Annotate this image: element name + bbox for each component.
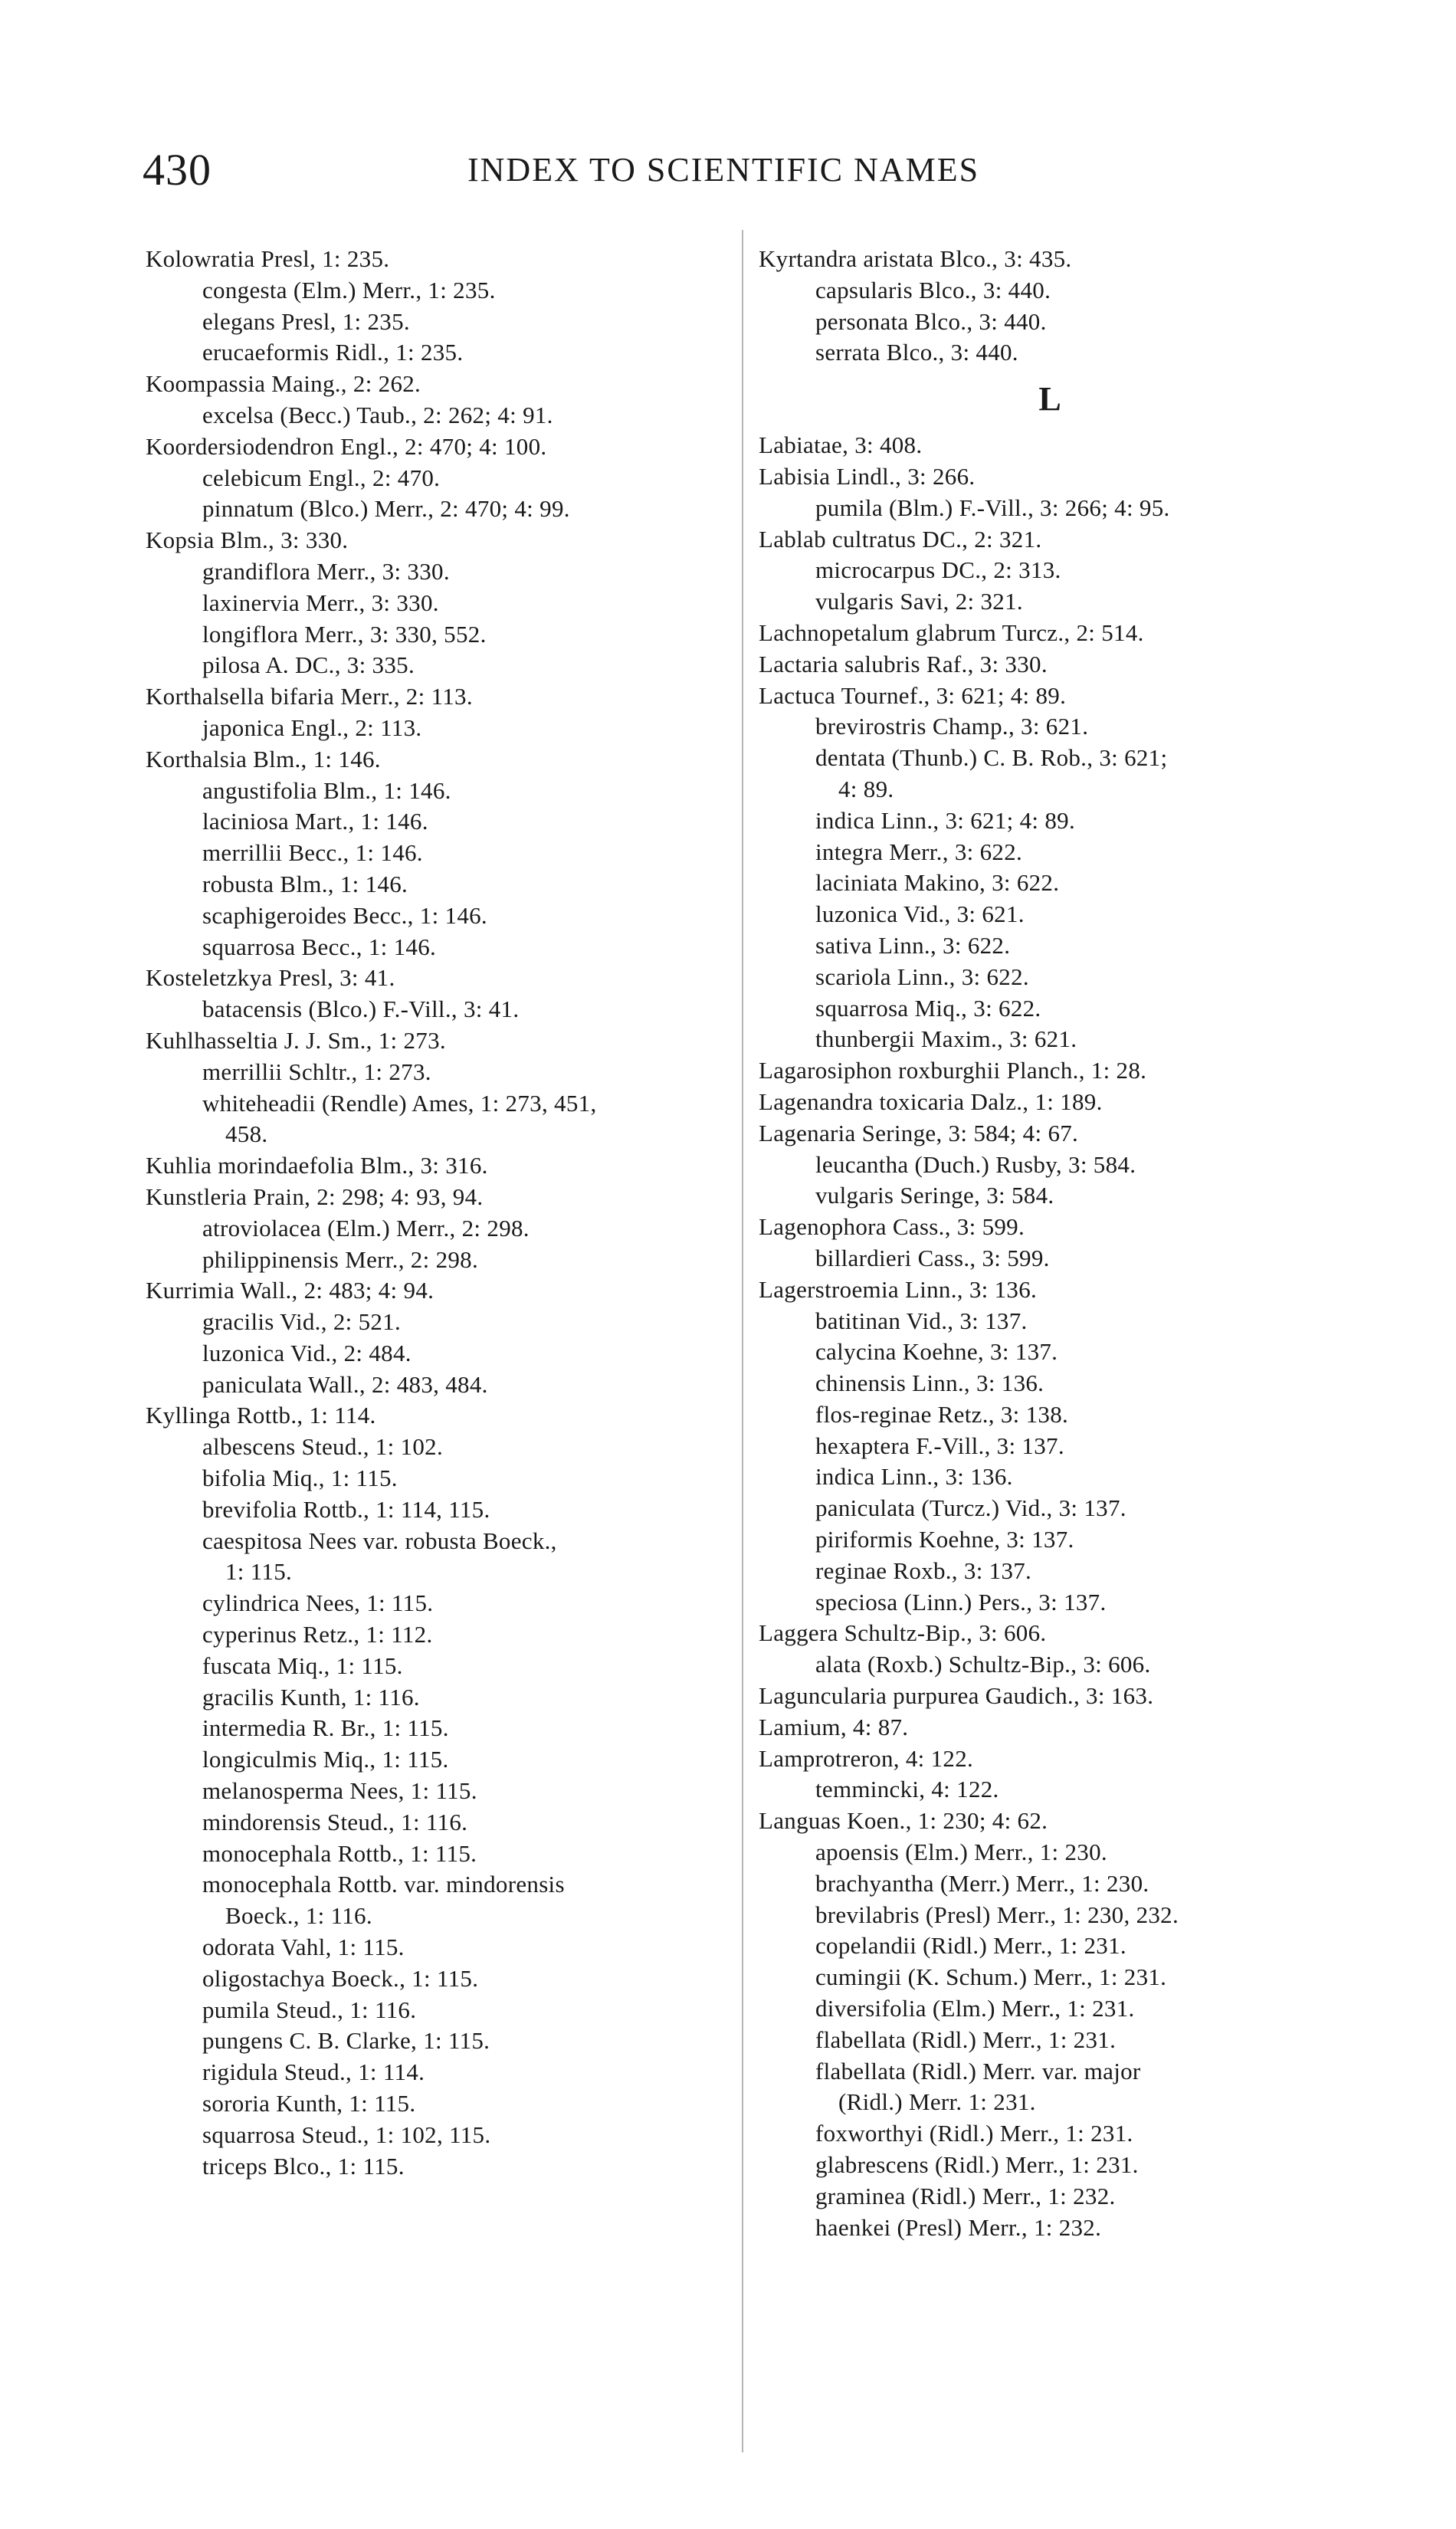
index-entry-species: intermedia R. Br., 1: 115. bbox=[202, 1714, 449, 1742]
index-entry-genus: Lactuca Tournef., 3: 621; 4: 89. bbox=[759, 681, 1067, 709]
index-entry-species: mindorensis Steud., 1: 116. bbox=[202, 1808, 468, 1835]
index-entry-species: bifolia Miq., 1: 115. bbox=[202, 1465, 398, 1492]
index-entry-genus: Lagarosiphon roxburghii Planch., 1: 28. bbox=[759, 1057, 1147, 1084]
index-entry-genus: Laguncularia purpurea Gaudich., 3: 163. bbox=[759, 1682, 1154, 1710]
index-entry-cont: Boeck., 1: 116. bbox=[225, 1902, 372, 1930]
index-entry-species: philippinensis Merr., 2: 298. bbox=[202, 1245, 479, 1273]
index-entry-species: vulgaris Seringe, 3: 584. bbox=[815, 1182, 1054, 1209]
index-entry-genus: Lachnopetalum glabrum Turcz., 2: 514. bbox=[759, 618, 1144, 646]
index-entry-cont: 458. bbox=[225, 1120, 268, 1148]
index-entry-genus: Korthalsella bifaria Merr., 2: 113. bbox=[146, 683, 473, 710]
index-entry-genus: Kuhlhasseltia J. J. Sm., 1: 273. bbox=[146, 1026, 446, 1054]
index-entry-species: paniculata Wall., 2: 483, 484. bbox=[202, 1370, 488, 1398]
index-entry-species: caespitosa Nees var. robusta Boeck., bbox=[202, 1527, 557, 1554]
index-entry-species: fuscata Miq., 1: 115. bbox=[202, 1652, 403, 1679]
index-entry-species: calycina Koehne, 3: 137. bbox=[815, 1338, 1058, 1366]
index-entry-species: pumila Steud., 1: 116. bbox=[202, 1996, 417, 2023]
index-entry-species: sativa Linn., 3: 622. bbox=[815, 931, 1011, 959]
index-entry-species: celebicum Engl., 2: 470. bbox=[202, 464, 441, 491]
index-entry-species: chinensis Linn., 3: 136. bbox=[815, 1369, 1044, 1397]
index-entry-species: melanosperma Nees, 1: 115. bbox=[202, 1777, 477, 1805]
index-entry-species: odorata Vahl, 1: 115. bbox=[202, 1934, 405, 1961]
index-entry-genus: Kunstleria Prain, 2: 298; 4: 93, 94. bbox=[146, 1182, 484, 1210]
index-entry-species: pungens C. B. Clarke, 1: 115. bbox=[202, 2027, 490, 2055]
column-divider bbox=[742, 230, 743, 2452]
index-entry-genus: Labisia Lindl., 3: 266. bbox=[759, 462, 976, 490]
index-entry-species: serrata Blco., 3: 440. bbox=[815, 339, 1018, 366]
index-entry-species: laciniosa Mart., 1: 146. bbox=[202, 808, 428, 835]
index-entry-species: merrillii Schltr., 1: 273. bbox=[202, 1058, 431, 1085]
index-entry-species: japonica Engl., 2: 113. bbox=[202, 713, 422, 741]
index-entry-species: luzonica Vid., 2: 484. bbox=[202, 1339, 412, 1366]
index-entry-species: grandiflora Merr., 3: 330. bbox=[202, 557, 450, 585]
right-column-top-entries bbox=[759, 244, 1341, 369]
index-entry-species: dentata (Thunb.) C. B. Rob., 3: 621; bbox=[815, 744, 1168, 772]
index-entry-species: temmincki, 4: 122. bbox=[815, 1776, 999, 1803]
index-entry-cont: (Ridl.) Merr. 1: 231. bbox=[838, 2088, 1036, 2116]
index-entry-species: leucantha (Duch.) Rusby, 3: 584. bbox=[815, 1150, 1136, 1178]
index-entry-genus: Kyrtandra aristata Blco., 3: 435. bbox=[759, 245, 1072, 272]
index-entry-species: brachyantha (Merr.) Merr., 1: 230. bbox=[815, 1869, 1149, 1897]
index-entry-genus: Lablab cultratus DC., 2: 321. bbox=[759, 525, 1042, 553]
index-entry-species: squarrosa Steud., 1: 102, 115. bbox=[202, 2121, 491, 2148]
index-entry-genus: Lamium, 4: 87. bbox=[759, 1713, 909, 1740]
index-entry-genus: Kolowratia Presl, 1: 235. bbox=[146, 245, 390, 272]
index-entry-genus: Koordersiodendron Engl., 2: 470; 4: 100. bbox=[146, 432, 547, 460]
index-entry-genus: Lamprotreron, 4: 122. bbox=[759, 1744, 974, 1772]
index-entry-species: albescens Steud., 1: 102. bbox=[202, 1433, 444, 1461]
index-entry-species: atroviolacea (Elm.) Merr., 2: 298. bbox=[202, 1214, 530, 1242]
index-entry-genus: Korthalsia Blm., 1: 146. bbox=[146, 745, 381, 772]
index-entry-species: elegans Presl, 1: 235. bbox=[202, 307, 410, 335]
index-entry-species: laxinervia Merr., 3: 330. bbox=[202, 589, 439, 616]
index-entry-species: brevifolia Rottb., 1: 114, 115. bbox=[202, 1495, 490, 1523]
index-entry-species: gracilis Vid., 2: 521. bbox=[202, 1308, 402, 1336]
index-entry-species: indica Linn., 3: 621; 4: 89. bbox=[815, 806, 1076, 834]
running-head: INDEX TO SCIENTIFIC NAMES bbox=[467, 151, 980, 189]
index-entry-genus: Lagenaria Seringe, 3: 584; 4: 67. bbox=[759, 1119, 1079, 1146]
index-entry-species: foxworthyi (Ridl.) Merr., 1: 231. bbox=[815, 2120, 1133, 2147]
index-entry-species: glabrescens (Ridl.) Merr., 1: 231. bbox=[815, 2151, 1139, 2179]
index-entry-species: brevilabris (Presl) Merr., 1: 230, 232. bbox=[815, 1901, 1179, 1928]
index-entry-genus: Kyllinga Rottb., 1: 114. bbox=[146, 1402, 376, 1429]
index-entry-species: scariola Linn., 3: 622. bbox=[815, 963, 1029, 990]
index-entry-genus: Kuhlia morindaefolia Blm., 3: 316. bbox=[146, 1152, 488, 1179]
index-entry-genus: Kopsia Blm., 3: 330. bbox=[146, 526, 349, 554]
index-entry-species: pilosa A. DC., 3: 335. bbox=[202, 651, 415, 679]
index-entry-species: pumila (Blm.) F.-Vill., 3: 266; 4: 95. bbox=[815, 494, 1170, 521]
index-entry-species: piriformis Koehne, 3: 137. bbox=[815, 1526, 1074, 1553]
index-entry-species: whiteheadii (Rendle) Ames, 1: 273, 451, bbox=[202, 1089, 597, 1117]
index-entry-species: thunbergii Maxim., 3: 621. bbox=[815, 1025, 1077, 1053]
index-entry-species: scaphigeroides Becc., 1: 146. bbox=[202, 901, 487, 929]
index-entry-species: microcarpus DC., 2: 313. bbox=[815, 556, 1061, 584]
index-entry-genus: Lactaria salubris Raf., 3: 330. bbox=[759, 650, 1048, 677]
index-entry-cont: 4: 89. bbox=[838, 775, 894, 802]
index-entry-genus: Languas Koen., 1: 230; 4: 62. bbox=[759, 1807, 1048, 1835]
index-entry-species: apoensis (Elm.) Merr., 1: 230. bbox=[815, 1839, 1107, 1866]
right-column bbox=[759, 244, 1341, 2243]
index-entry-species: copelandii (Ridl.) Merr., 1: 231. bbox=[815, 1932, 1126, 1960]
left-column bbox=[146, 244, 728, 2182]
index-entry-species: erucaeformis Ridl., 1: 235. bbox=[202, 339, 464, 366]
index-entry-species: pinnatum (Blco.) Merr., 2: 470; 4: 99. bbox=[202, 495, 570, 523]
index-entry-genus: Kurrimia Wall., 2: 483; 4: 94. bbox=[146, 1277, 435, 1304]
index-entry-species: batitinan Vid., 3: 137. bbox=[815, 1307, 1028, 1334]
index-entry-species: squarrosa Becc., 1: 146. bbox=[202, 933, 437, 960]
index-entry-genus: Lagenophora Cass., 3: 599. bbox=[759, 1213, 1025, 1241]
index-entry-species: longiflora Merr., 3: 330, 552. bbox=[202, 620, 487, 648]
index-entry-species: personata Blco., 3: 440. bbox=[815, 307, 1047, 335]
index-entry-species: vulgaris Savi, 2: 321. bbox=[815, 588, 1023, 615]
index-entry-species: hexaptera F.-Vill., 3: 137. bbox=[815, 1432, 1064, 1459]
index-entry-species: haenkei (Presl) Merr., 1: 232. bbox=[815, 2213, 1102, 2241]
index-entry-species: batacensis (Blco.) F.-Vill., 3: 41. bbox=[202, 996, 520, 1023]
index-entry-species: reginae Roxb., 3: 137. bbox=[815, 1556, 1032, 1584]
index-entry-species: sororia Kunth, 1: 115. bbox=[202, 2090, 416, 2117]
right-column-entries bbox=[759, 430, 1341, 2243]
index-entry-species: excelsa (Becc.) Taub., 2: 262; 4: 91. bbox=[202, 401, 553, 428]
index-entry-species: brevirostris Champ., 3: 621. bbox=[815, 713, 1089, 740]
index-entry-species: angustifolia Blm., 1: 146. bbox=[202, 776, 451, 804]
index-entry-species: laciniata Makino, 3: 622. bbox=[815, 869, 1060, 897]
index-entry-species: capsularis Blco., 3: 440. bbox=[815, 276, 1051, 303]
index-entry-species: merrillii Becc., 1: 146. bbox=[202, 839, 423, 867]
index-entry-species: triceps Blco., 1: 115. bbox=[202, 2152, 405, 2180]
index-entry-species: squarrosa Miq., 3: 622. bbox=[815, 994, 1041, 1022]
index-entry-species: paniculata (Turcz.) Vid., 3: 137. bbox=[815, 1494, 1126, 1522]
index-entry-species: rigidula Steud., 1: 114. bbox=[202, 2058, 425, 2086]
index-entry-species: longiculmis Miq., 1: 115. bbox=[202, 1746, 449, 1773]
page-number: 430 bbox=[143, 145, 212, 195]
index-entry-species: flos-reginae Retz., 3: 138. bbox=[815, 1400, 1069, 1428]
index-entry-genus: Lagerstroemia Linn., 3: 136. bbox=[759, 1275, 1038, 1303]
index-entry-species: monocephala Rottb. var. mindorensis bbox=[202, 1871, 565, 1898]
index-entry-genus: Laggera Schultz-Bip., 3: 606. bbox=[759, 1619, 1047, 1647]
index-entry-genus: Koompassia Maing., 2: 262. bbox=[146, 370, 421, 398]
index-entry-species: gracilis Kunth, 1: 116. bbox=[202, 1683, 420, 1711]
index-entry-species: graminea (Ridl.) Merr., 1: 232. bbox=[815, 2182, 1116, 2209]
index-entry-species: flabellata (Ridl.) Merr., 1: 231. bbox=[815, 2025, 1117, 2053]
letter-heading: L bbox=[1038, 380, 1061, 418]
index-entry-species: congesta (Elm.) Merr., 1: 235. bbox=[202, 276, 496, 303]
index-entry-species: cyperinus Retz., 1: 112. bbox=[202, 1621, 433, 1648]
index-entry-species: speciosa (Linn.) Pers., 3: 137. bbox=[815, 1588, 1107, 1615]
index-entry-genus: Labiatae, 3: 408. bbox=[759, 431, 923, 459]
index-entry-genus: Kosteletzkya Presl, 3: 41. bbox=[146, 964, 395, 992]
index-entry-species: indica Linn., 3: 136. bbox=[815, 1463, 1013, 1491]
index-entry-species: flabellata (Ridl.) Merr. var. major bbox=[815, 2057, 1141, 2085]
index-entry-species: integra Merr., 3: 622. bbox=[815, 838, 1023, 865]
index-entry-cont: 1: 115. bbox=[225, 1558, 293, 1586]
index-entry-species: robusta Blm., 1: 146. bbox=[202, 870, 408, 897]
index-entry-species: alata (Roxb.) Schultz-Bip., 3: 606. bbox=[815, 1651, 1151, 1678]
index-entry-species: billardieri Cass., 3: 599. bbox=[815, 1244, 1050, 1271]
index-entry-species: cumingii (K. Schum.) Merr., 1: 231. bbox=[815, 1963, 1167, 1991]
index-entry-species: cylindrica Nees, 1: 115. bbox=[202, 1589, 434, 1617]
index-entry-genus: Lagenandra toxicaria Dalz., 1: 189. bbox=[759, 1087, 1103, 1115]
index-entry-species: diversifolia (Elm.) Merr., 1: 231. bbox=[815, 1995, 1135, 2022]
index-entry-species: luzonica Vid., 3: 621. bbox=[815, 900, 1025, 928]
index-entry-species: oligostachya Boeck., 1: 115. bbox=[202, 1964, 479, 1992]
index-entry-species: monocephala Rottb., 1: 115. bbox=[202, 1839, 477, 1867]
